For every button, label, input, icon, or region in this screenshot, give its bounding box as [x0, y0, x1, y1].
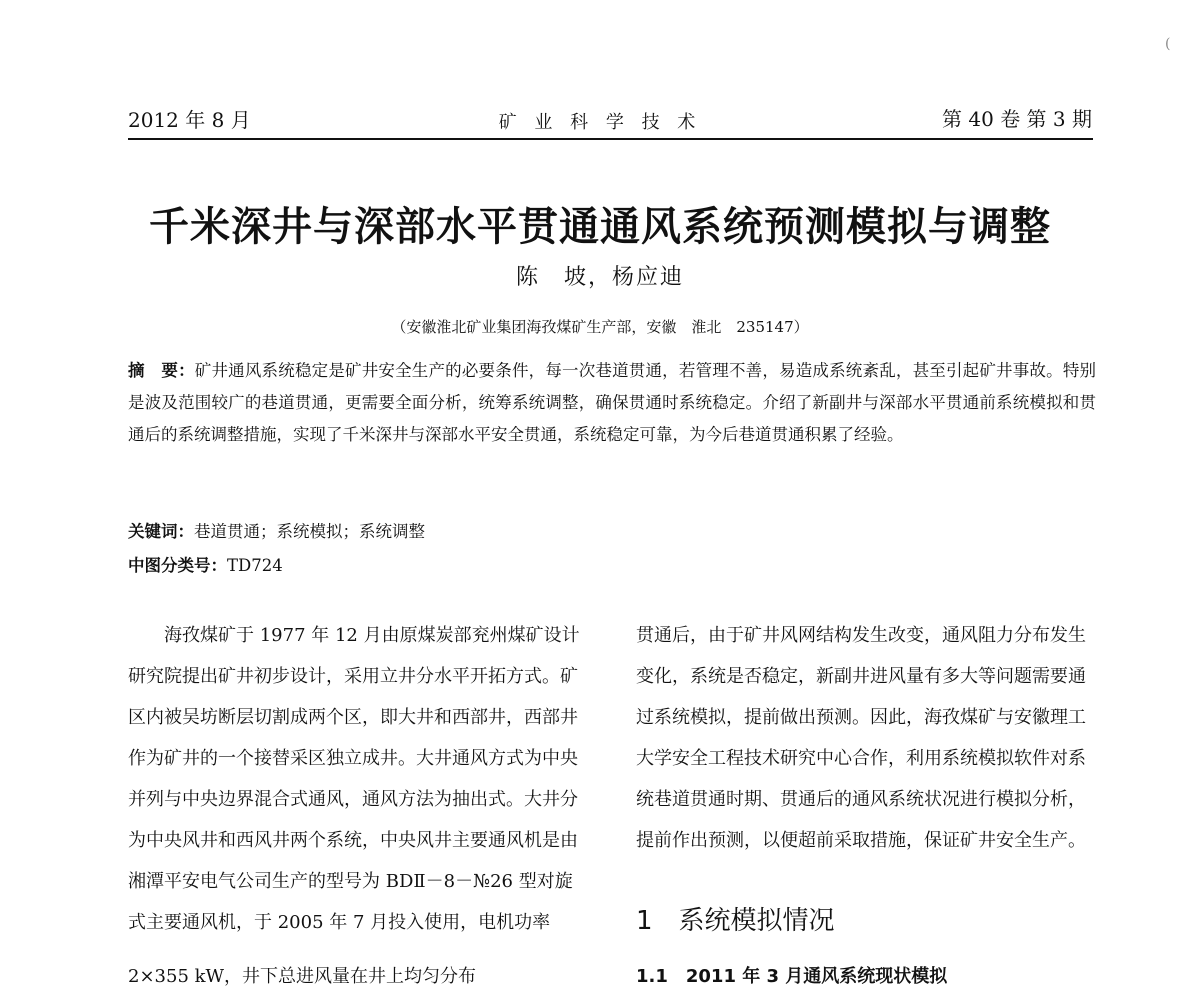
margin-mark: ( [1165, 36, 1171, 52]
article-affiliation: （安徽淮北矿业集团海孜煤矿生产部，安徽 淮北 235147） [391, 318, 809, 336]
article-authors: 陈 坡，杨应迪 [515, 265, 684, 290]
keywords [128, 518, 425, 542]
section-heading: 1 系统模拟情况 [636, 906, 835, 936]
abstract-text: 矿井通风系统稳定是矿井安全生产的必要条件，每一次巷道贯通，若管理不善，易造成系统紊乱，甚至引起矿井事故。特别是波及范围较广的巷道贯通，更需要全面分析，统筹系统调整，确保贯通时系统稳定。介绍了新副井与深部水平贯通前系统模拟和贯通后的系统调整措施，实现了千米深井与深部水平安全贯通，系统稳定可靠，为今后巷道贯通积累了经验。 [128, 361, 1097, 444]
keywords-label: 关键词： [128, 522, 194, 541]
abstract [128, 355, 1096, 451]
classification-label: 中图分类号： [128, 556, 227, 575]
header-rule [128, 138, 1093, 140]
header-date: 2012 年 8 月 [128, 108, 251, 132]
right-column [636, 615, 1096, 861]
article-title: 千米深井与深部水平贯通通风系统预测模拟与调整 [149, 203, 1051, 250]
left-column-tail: 2×355 kW，井下总进风量在井上均匀分布 [128, 966, 477, 987]
left-column [128, 615, 588, 943]
abstract-label: 摘 要： [128, 361, 195, 380]
keywords-text: 巷道贯通；系统模拟；系统调整 [194, 522, 425, 541]
header-journal: 矿 业 科 学 技 术 [498, 112, 702, 133]
header-issue: 第 40 卷 第 3 期 [942, 107, 1092, 131]
classification [128, 552, 283, 576]
subsection-heading: 1.1 2011 年 3 月通风系统现状模拟 [636, 966, 948, 987]
right-column-paragraph: 贯通后，由于矿井风网结构发生改变，通风阻力分布发生变化，系统是否稳定，新副井进风量有多大等问题需要通过系统模拟，提前做出预测。因此，海孜煤矿与安徽理工大学安全工程技术研究中心合作，利用系统模拟软件对系统巷道贯通时期、贯通后的通风系统状况进行模拟分析，提前作出预测，以便超前采取措施，保证矿井安全生产。 [636, 625, 1086, 851]
classification-text: TD724 [227, 556, 283, 575]
left-column-paragraph: 海孜煤矿于 1977 年 12 月由原煤炭部兖州煤矿设计研究院提出矿井初步设计，采用立井分水平开拓方式。矿区内被吴坊断层切割成两个区，即大井和西部井，西部井作为矿井的一个接替采区独立成井。大井通风方式为中央并列与中央边界混合式通风，通风方法为抽出式。大井分为中央风井和西风井两个系统，中央风井主要通风机是由湘潭平安电气公司生产的型号为 BDⅡ－8－№26 型对旋式主要通风机，于 2005 年 7 月投入使用，电机功率 [128, 625, 580, 933]
